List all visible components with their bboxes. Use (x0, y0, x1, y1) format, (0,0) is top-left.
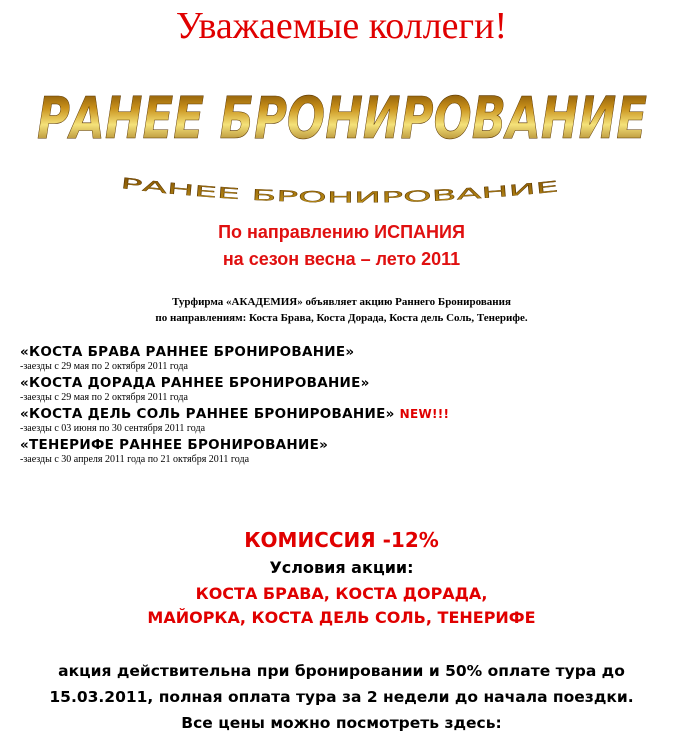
destinations-line-2: МАЙОРКА, КОСТА ДЕЛЬ СОЛЬ, ТЕНЕРИФЕ (147, 608, 536, 627)
prices-link-line[interactable]: Все цены можно посмотреть здесь: (181, 714, 502, 732)
wordart-title (0, 80, 683, 155)
wordart-title-text: РАНЕЕ БРОНИРОВАНИЕ (37, 84, 647, 152)
intro-line-1: Турфирма «АКАДЕМИЯ» объявляет акцию Раннего Бронирования (172, 296, 511, 308)
offer-title: «КОСТА БРАВА РАННЕЕ БРОНИРОВАНИЕ» (20, 344, 355, 360)
wordart-subtitle (0, 176, 683, 212)
season-line: на сезон весна – лето 2011 (222, 249, 461, 269)
terms-line-2: 15.03.2011, полная оплата тура за 2 недели до начала поездки. (49, 688, 634, 706)
offer-dates: -заезды с 30 апреля 2011 года по 21 октября 2011 года (20, 454, 250, 465)
offer-item (20, 437, 670, 465)
new-badge: NEW!!! (399, 407, 450, 421)
wordart-subtitle-text (120, 176, 560, 207)
offer-title: «КОСТА ДОРАДА РАННЕЕ БРОНИРОВАНИЕ» (20, 375, 370, 391)
conditions-label: Условия акции: (269, 558, 414, 577)
terms-line-1: акция действительна при бронировании и 50% оплате тура до (58, 662, 625, 680)
offer-dates: -заезды с 29 мая по 2 октября 2011 года (20, 392, 188, 403)
offer-item (20, 375, 670, 403)
offer-title-row (20, 406, 670, 422)
wordart-subtitle-path: РАНЕЕ БРОНИРОВАНИЕ (119, 176, 546, 207)
offer-list (20, 344, 670, 465)
offer-dates: -заезды с 03 июня по 30 сентября 2011 года (20, 423, 206, 434)
offer-title: «КОСТА ДЕЛЬ СОЛЬ РАННЕЕ БРОНИРОВАНИЕ» (20, 406, 395, 422)
greeting-heading: Уважаемые коллеги! (175, 5, 508, 47)
offer-dates: -заезды с 29 мая по 2 октября 2011 года (20, 361, 188, 372)
offer-item (20, 344, 670, 372)
intro-line-2: по направлениям: Коста Брава, Коста Дорада, Коста дель Соль, Тенерифе. (155, 312, 528, 324)
offer-title: «ТЕНЕРИФЕ РАННЕЕ БРОНИРОВАНИЕ» (20, 437, 329, 453)
destinations-line-1: КОСТА БРАВА, КОСТА ДОРАДА, (195, 584, 488, 603)
commission-heading: КОМИССИЯ -12% (244, 528, 439, 552)
offer-item (20, 406, 670, 434)
direction-line: По направлению ИСПАНИЯ (218, 222, 465, 242)
